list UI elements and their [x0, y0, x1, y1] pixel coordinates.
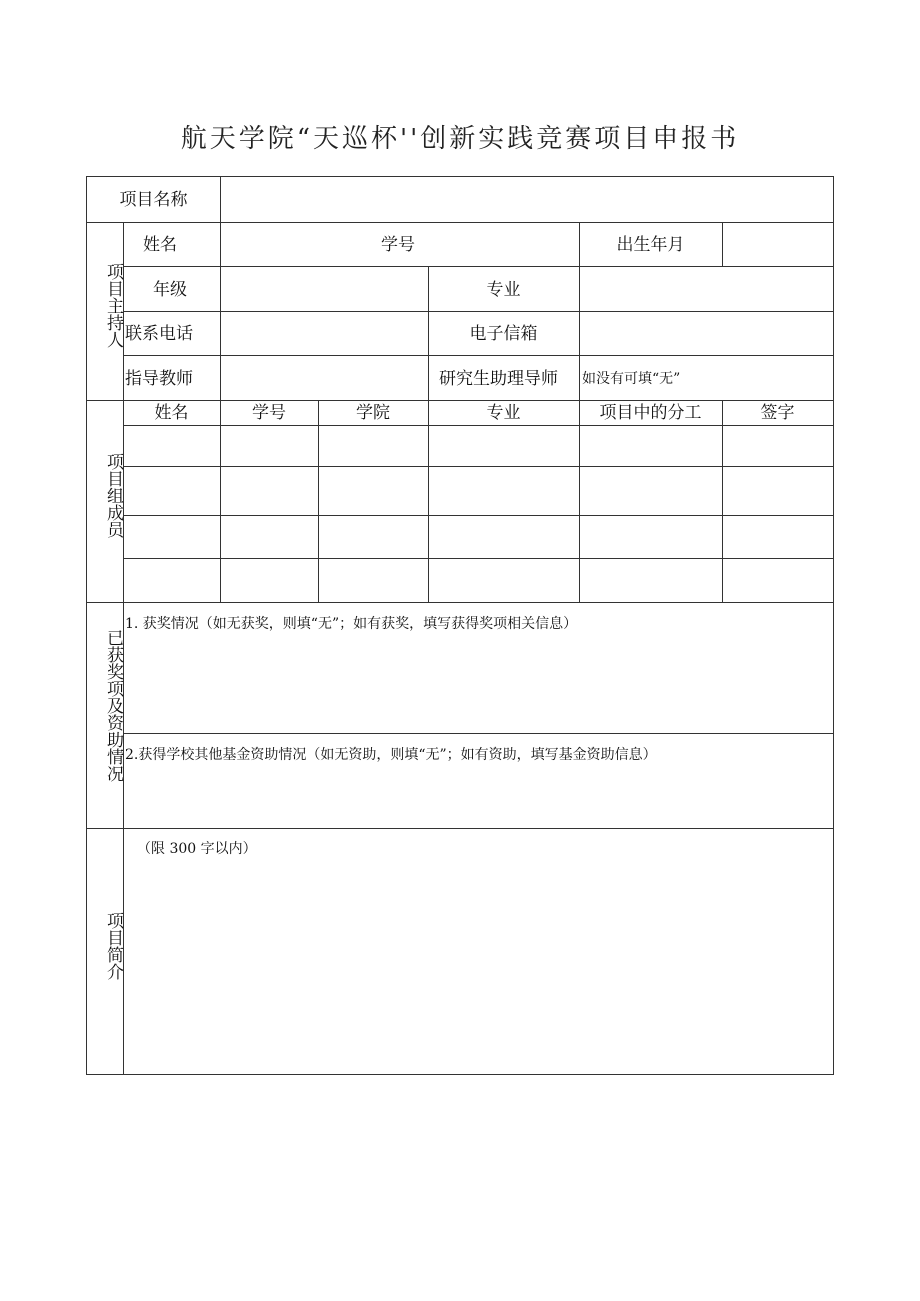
member-cell[interactable] [319, 559, 428, 602]
member-cell[interactable] [723, 516, 833, 558]
members-header-college: 学院 [356, 403, 390, 423]
member-cell[interactable] [319, 516, 428, 558]
host-birth-label: 出生年月 [616, 235, 685, 255]
intro-section-label: 项目简介 [103, 912, 123, 980]
host-advisor-field[interactable] [221, 356, 428, 400]
host-email-label: 电子信箱 [469, 324, 538, 344]
member-cell[interactable] [580, 559, 722, 602]
awards-field[interactable] [124, 603, 833, 733]
member-cell[interactable] [221, 426, 318, 466]
project-name-label: 项目名称 [119, 190, 188, 210]
host-name-label: 姓名 [143, 235, 177, 255]
member-cell[interactable] [124, 426, 220, 466]
member-cell[interactable] [221, 516, 318, 558]
form-title: 航天学院“天巡杯''创新实践竞赛项目申报书 [180, 124, 740, 154]
member-cell[interactable] [429, 516, 579, 558]
member-cell[interactable] [429, 467, 579, 515]
member-cell[interactable] [319, 467, 428, 515]
host-section-label: 项目主持人 [103, 263, 123, 348]
member-cell[interactable] [124, 516, 220, 558]
members-header-major: 专业 [486, 403, 521, 423]
member-cell[interactable] [723, 559, 833, 602]
member-cell[interactable] [580, 426, 722, 466]
intro-note: （限 300 字以内） [137, 841, 257, 857]
members-section-label: 项目组成员 [103, 453, 123, 538]
member-cell[interactable] [429, 426, 579, 466]
members-header-signature: 签字 [760, 403, 795, 423]
host-major-field[interactable] [580, 267, 833, 311]
awards-item-1: 1. 获奖情况（如无获奖，则填“无”；如有获奖，填写获得奖项相关信息） [125, 616, 578, 632]
member-cell[interactable] [580, 467, 722, 515]
host-email-field[interactable] [580, 312, 833, 355]
member-cell[interactable] [429, 559, 579, 602]
members-header-name: 姓名 [154, 403, 189, 423]
member-cell[interactable] [124, 559, 220, 602]
host-birth-field[interactable] [723, 223, 833, 266]
member-cell[interactable] [319, 426, 428, 466]
host-advisor-label: 指导教师 [125, 369, 193, 389]
members-header-student-id: 学号 [252, 403, 286, 423]
host-phone-field[interactable] [221, 312, 428, 355]
funding-field[interactable] [124, 734, 833, 828]
intro-field[interactable] [124, 829, 833, 1074]
member-cell[interactable] [221, 467, 318, 515]
host-grade-field[interactable] [221, 267, 428, 311]
member-cell[interactable] [221, 559, 318, 602]
application-form-table [86, 176, 834, 1075]
host-grad-assistant-label: 研究生助理导师 [439, 369, 558, 389]
awards-section-label: 已获奖项及资助情况 [103, 629, 123, 782]
member-cell[interactable] [580, 516, 722, 558]
host-student-id-label: 学号 [381, 235, 415, 255]
host-grad-assistant-note[interactable]: 如没有可填“无” [582, 371, 681, 387]
funding-item-2: 2.获得学校其他基金资助情况（如无资助，则填“无”；如有资助，填写基金资助信息） [125, 747, 657, 763]
member-cell[interactable] [124, 467, 220, 515]
members-header-role: 项目中的分工 [599, 403, 702, 423]
project-name-field[interactable] [221, 177, 833, 222]
host-phone-label: 联系电话 [125, 324, 193, 344]
host-major-label: 专业 [486, 280, 521, 300]
member-cell[interactable] [723, 467, 833, 515]
host-grade-label: 年级 [153, 280, 187, 300]
member-cell[interactable] [723, 426, 833, 466]
